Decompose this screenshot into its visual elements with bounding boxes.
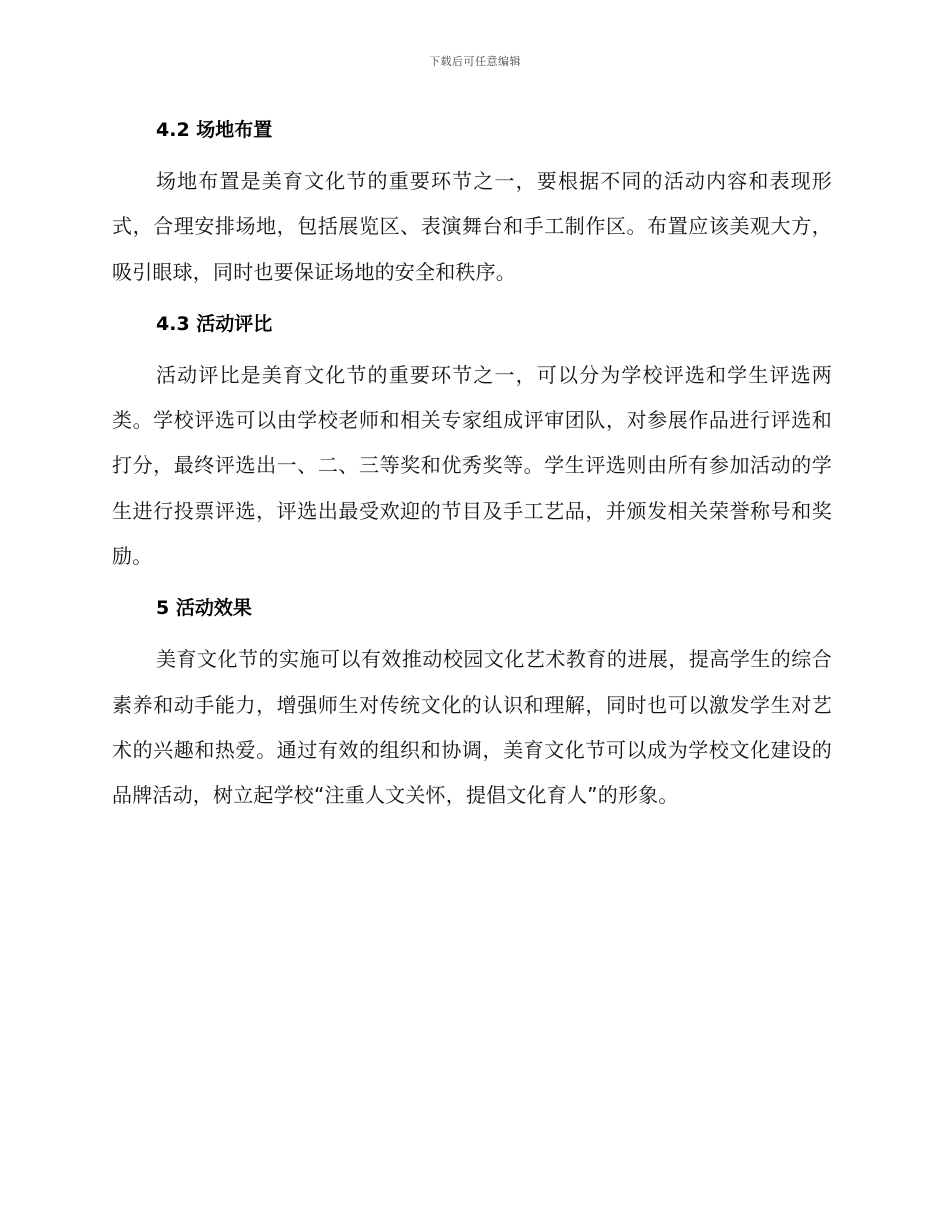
section-heading-activity-effect: 5 活动效果 [156, 597, 252, 620]
section-paragraph-venue-layout: 场地布置是美育文化节的重要环节之一，要根据不同的活动内容和表现形式，合理安排场地，包括展览区、表演舞台和手工制作区。布置应该美观大方，吸引眼球，同时也要保证场地的安全和秩序。 [112, 169, 832, 284]
document-body [112, 110, 832, 819]
section-heading-activity-evaluation: 4.3 活动评比 [156, 312, 273, 335]
page-header-note: 下载后可任意编辑 [429, 55, 521, 68]
section-paragraph-activity-effect: 美育文化节的实施可以有效推动校园文化艺术教育的进展，提高学生的综合素养和动手能力，增强师生对传统文化的认识和理解，同时也可以激发学生对艺术的兴趣和热爱。通过有效的组织和协调，美育文化节可以成为学校文化建设的品牌活动，树立起学校“注重人文关怀，提倡文化育人”的形象。 [112, 647, 832, 808]
section-heading-venue-layout: 4.2 场地布置 [156, 119, 273, 141]
section-paragraph-activity-evaluation: 活动评比是美育文化节的重要环节之一，可以分为学校评选和学生评选两类。学校评选可以由学校老师和相关专家组成评审团队，对参展作品进行评选和打分，最终评选出一、二、三等奖和优秀奖等。学生评选则由所有参加活动的学生进行投票评选，评选出最受欢迎的节目及手工艺品，并颁发相关荣誉称号和奖励。 [112, 362, 832, 569]
